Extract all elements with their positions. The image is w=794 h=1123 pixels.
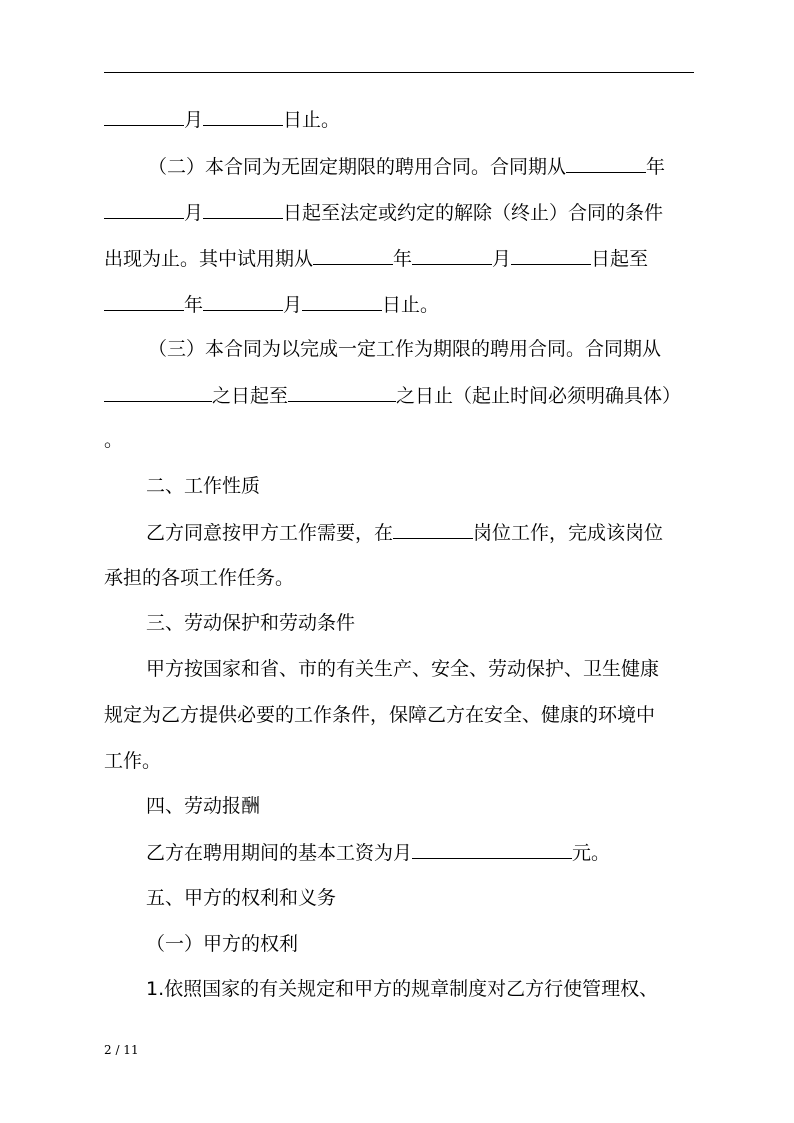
blank-field <box>203 200 283 219</box>
text-line: 工作。 <box>104 750 162 772</box>
blank-field <box>511 246 591 265</box>
text-line: 之日起至 之日止（起止时间必须明确具体） <box>104 383 681 407</box>
sub-heading: （一）甲方的权利 <box>146 933 299 955</box>
blank-field <box>566 154 646 173</box>
section-heading: 二、工作性质 <box>146 475 261 497</box>
page-number: 2 / 11 <box>104 1043 139 1057</box>
blank-field <box>104 383 212 402</box>
blank-field <box>288 383 396 402</box>
section-heading: 四、劳动报酬 <box>146 795 261 817</box>
text-line: 年 月 日止。 <box>104 292 439 316</box>
text-line: 月 日起至法定或约定的解除（终止）合同的条件 <box>104 200 663 224</box>
blank-field <box>412 840 572 859</box>
blank-field <box>393 520 473 539</box>
blank-field <box>313 246 393 265</box>
text-line: 出现为止。其中试用期从 年 月 日起至 <box>104 248 649 270</box>
blank-field <box>203 107 283 126</box>
blank-field <box>104 107 184 126</box>
text-line: 月 日止。 <box>104 107 340 131</box>
blank-field <box>302 292 382 311</box>
header-rule <box>104 72 694 73</box>
text-line: 1.依照国家的有关规定和甲方的规章制度对乙方行使管理权、 <box>146 978 659 1000</box>
blank-field <box>412 246 492 265</box>
text-line: 承担的各项工作任务。 <box>104 567 295 589</box>
text-line: 规定为乙方提供必要的工作条件，保障乙方在安全、健康的环境中 <box>104 704 656 726</box>
text-line: 乙方在聘用期间的基本工资为月 元。 <box>146 842 611 864</box>
text-line: 。 <box>104 429 124 451</box>
blank-field <box>203 292 283 311</box>
section-heading: 三、劳动保护和劳动条件 <box>146 612 356 634</box>
text-line: （二）本合同为无固定期限的聘用合同。合同期从 年 <box>148 156 666 178</box>
text-line: 乙方同意按甲方工作需要，在 岗位工作，完成该岗位 <box>146 522 664 544</box>
text-line: （三）本合同为以完成一定工作为期限的聘用合同。合同期从 <box>148 338 662 360</box>
text-line: 甲方按国家和省、市的有关生产、安全、劳动保护、卫生健康 <box>146 658 660 680</box>
blank-field <box>104 200 184 219</box>
blank-field <box>104 292 184 311</box>
section-heading: 五、甲方的权利和义务 <box>146 887 337 909</box>
